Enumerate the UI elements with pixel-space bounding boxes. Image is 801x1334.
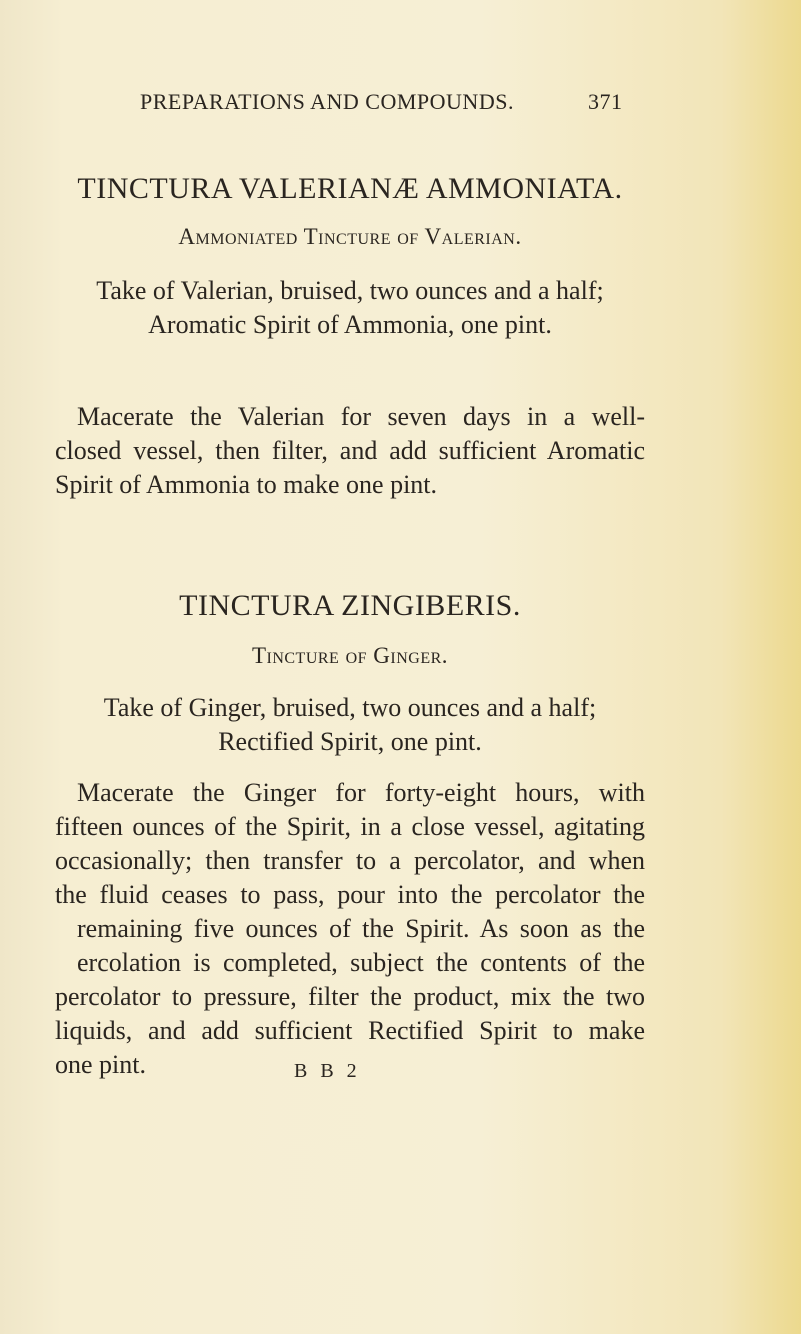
directions-line: closed vessel, then filter, and add sufficient Aromatic [55, 436, 645, 465]
directions-ginger [55, 776, 645, 1082]
directions-line: Spirit of Ammonia to make one pint. [55, 470, 438, 499]
directions-valerian [55, 400, 645, 502]
signature-mark: B B 2 [294, 1060, 361, 1082]
section-subheading-ginger: Tincture of Ginger. [251, 643, 449, 668]
recipe-line: Take of Valerian, bruised, two ounces and a half; [96, 276, 604, 305]
directions-line: liquids, and add sufficient Rectified Spirit to make [55, 1016, 645, 1045]
page-number: 371 [588, 89, 623, 114]
section-heading-valerian: TINCTURA VALERIANÆ AMMONIATA. [77, 172, 623, 205]
recipe-line: Aromatic Spirit of Ammonia, one pint. [148, 310, 552, 339]
directions-line: percolator to pressure, filter the product, mix the two [55, 982, 645, 1011]
directions-line: Macerate the Valerian for seven days in a well- [77, 402, 645, 431]
directions-line: the fluid ceases to pass, pour into the percolator the [55, 880, 645, 909]
directions-line: one pint. [55, 1050, 146, 1079]
section-subheading-valerian: Ammoniated Tincture of Valerian. [178, 224, 522, 249]
section-subheading-valerian-block [55, 224, 645, 250]
directions-line: occasionally; then transfer to a percolator, and when [55, 846, 645, 875]
recipe-line: Rectified Spirit, one pint. [218, 727, 482, 756]
section-heading-ginger-block [55, 589, 645, 623]
directions-line: fifteen ounces of the Spirit, in a close vessel, agitating [55, 812, 645, 841]
recipe-ginger [55, 691, 645, 759]
directions-line: Macerate the Ginger for forty-eight hours, with [77, 778, 645, 807]
running-head-title: PREPARATIONS AND COMPOUNDS. [140, 89, 514, 114]
directions-line: ercolation is completed, subject the contents of the [77, 948, 645, 977]
section-heading-valerian-block [55, 172, 645, 206]
directions-line: remaining five ounces of the Spirit. As soon as the [77, 914, 645, 943]
recipe-line: Take of Ginger, bruised, two ounces and a half; [103, 693, 597, 722]
recipe-valerian [55, 274, 645, 342]
section-subheading-ginger-block [55, 643, 645, 669]
section-heading-ginger: TINCTURA ZINGIBERIS. [179, 589, 521, 622]
